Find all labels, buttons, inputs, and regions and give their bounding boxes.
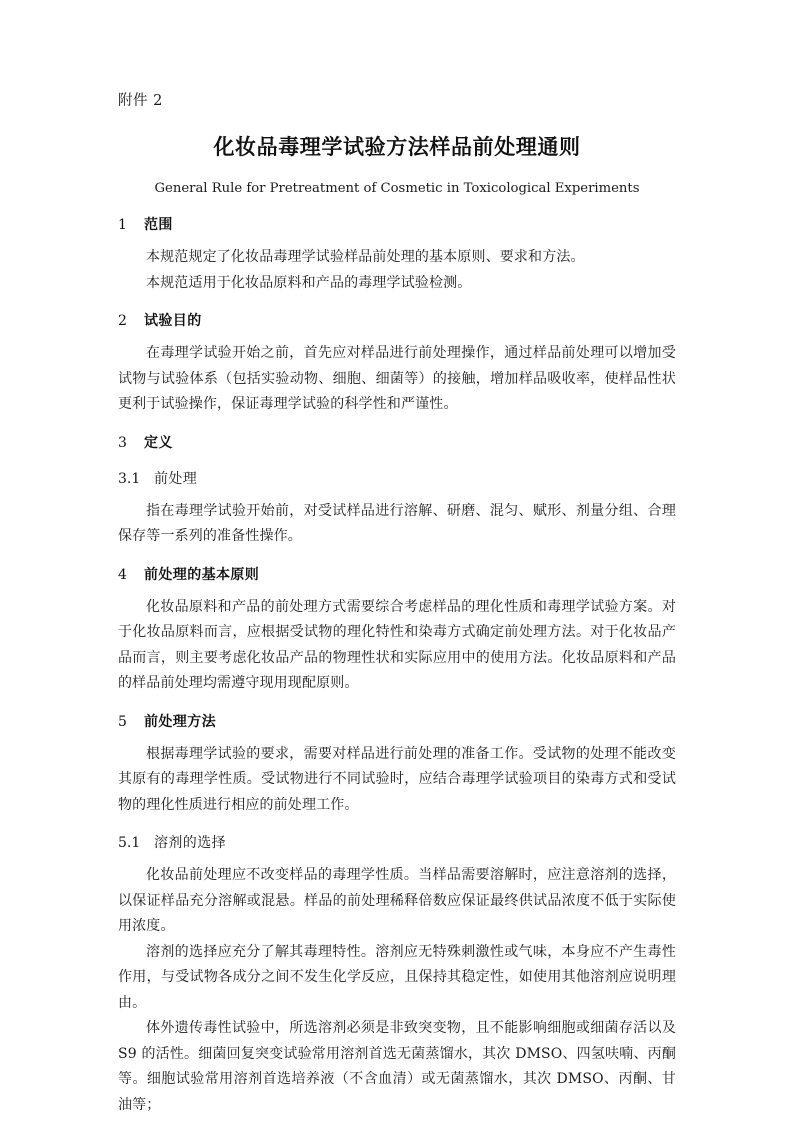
paragraph: 指在毒理学试验开始前，对受试样品进行溶解、研磨、混匀、赋形、剂量分组、合理保存等一系列的准备性操作。 bbox=[118, 502, 676, 544]
section-number-4: 4 bbox=[118, 566, 127, 583]
page-title: 化妆品毒理学试验方法样品前处理通则 bbox=[213, 135, 581, 159]
paragraph: 化妆品原料和产品的前处理方式需要综合考虑样品的理化性质和毒理学试验方案。对于化妆品原料而言，应根据受试物的理化特性和染毒方式确定前处理方法。对于化妆品产品而言，则主要考虑化妆品产品的物理性状和实际应用中的使用方法。化妆品原料和产品的样品前处理均需遵守现用现配原则。 bbox=[118, 598, 676, 691]
section-heading-3 bbox=[118, 432, 676, 454]
section-heading-2 bbox=[118, 310, 676, 332]
section-number-5: 5 bbox=[118, 713, 127, 730]
section-title-5: 前处理方法 bbox=[144, 713, 216, 730]
paragraph: 本规范规定了化妆品毒理学试验样品前处理的基本原则、要求和方法。 bbox=[146, 249, 585, 265]
section-heading-5-1 bbox=[118, 832, 676, 854]
section-title-2: 试验目的 bbox=[144, 313, 202, 329]
section-title-1: 范围 bbox=[144, 217, 173, 233]
page-content bbox=[118, 90, 676, 1122]
page-subtitle-english: General Rule for Pretreatment of Cosmetic in Toxicological Experiments bbox=[154, 181, 640, 196]
section-number-1: 1 bbox=[118, 217, 127, 233]
paragraph: 化妆品前处理应不改变样品的毒理学性质。当样品需要溶解时，应注意溶剂的选择，以保证样品充分溶解或混悬。样品的前处理稀释倍数应保证最终供试品浓度不低于实际使用浓度。 bbox=[118, 867, 676, 934]
paragraph: 本规范适用于化妆品原料和产品的毒理学试验检测。 bbox=[146, 274, 472, 291]
section-number-2: 2 bbox=[118, 313, 127, 329]
section-heading-4 bbox=[118, 564, 676, 586]
section-number-5-1: 5.1 bbox=[118, 835, 141, 851]
section-body-3-1 bbox=[118, 499, 676, 550]
paragraph: 溶剂的选择应充分了解其毒理特性。溶剂应无特殊刺激性或气味，本身应不产生毒性作用，与受试物各成分之间不发生化学反应，且保持其稳定性，如使用其他溶剂应说明理由。 bbox=[118, 943, 676, 1011]
section-heading-5 bbox=[118, 711, 676, 733]
section-title-3: 定义 bbox=[144, 434, 173, 451]
section-title-4: 前处理的基本原则 bbox=[144, 566, 260, 583]
section-heading-1 bbox=[118, 214, 676, 236]
section-number-3-1: 3.1 bbox=[118, 470, 141, 487]
section-body-5-1 bbox=[118, 863, 676, 1118]
section-body-2 bbox=[118, 341, 676, 418]
section-title-3-1: 前处理 bbox=[154, 470, 198, 487]
paragraph: 根据毒理学试验的要求，需要对样品进行前处理的准备工作。受试物的处理不能改变其原有的毒理学性质。受试物进行不同试验时，应结合毒理学试验项目的染毒方式和受试物的理化性质进行相应的前处理工作。 bbox=[118, 745, 676, 813]
section-title-5-1: 溶剂的选择 bbox=[154, 835, 226, 851]
paragraph: 体外遗传毒性试验中，所选溶剂必须是非致突变物，且不能影响细胞或细菌存活以及 S9 的活性。细菌回复突变试验常用溶剂首选无菌蒸馏水，其次 DMSO、四氢呋喃、丙酮等。细胞试验常用溶剂首选培养液（不含血清）或无菌蒸馏水，其次 DMSO、丙酮、甘油等； bbox=[118, 1020, 676, 1113]
section-heading-3-1 bbox=[118, 468, 676, 490]
section-number-3: 3 bbox=[118, 434, 127, 451]
paragraph: 在毒理学试验开始之前，首先应对样品进行前处理操作，通过样品前处理可以增加受试物与试验体系（包括实验动物、细胞、细菌等）的接触，增加样品吸收率，使样品性状更利于试验操作，保证毒理学试验的科学性和严谨性。 bbox=[118, 345, 676, 412]
section-body-5 bbox=[118, 742, 676, 819]
attachment-label: 附件 2 bbox=[118, 93, 163, 109]
section-body-4 bbox=[118, 595, 676, 697]
section-body-1 bbox=[118, 245, 676, 296]
